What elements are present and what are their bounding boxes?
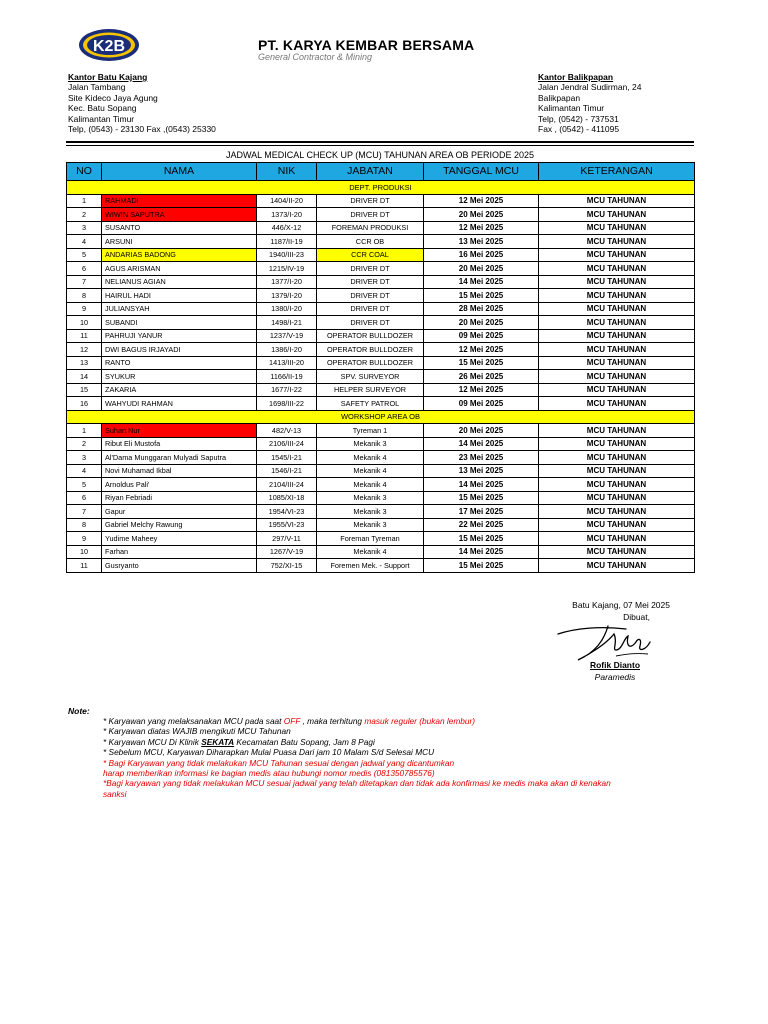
cell-tanggal-mcu: 28 Mei 2025 <box>424 302 539 316</box>
table-row <box>67 235 695 249</box>
cell-nama: Novi Muhamad Ikbal <box>102 464 257 478</box>
table-row <box>67 248 695 262</box>
header-divider <box>66 141 694 143</box>
cell-keterangan: MCU TAHUNAN <box>539 248 695 262</box>
cell-keterangan: MCU TAHUNAN <box>539 329 695 343</box>
cell-no: 8 <box>67 518 102 532</box>
cell-nik: 1677/I-22 <box>257 383 317 397</box>
cell-tanggal-mcu: 22 Mei 2025 <box>424 518 539 532</box>
cell-nama: HAIRUL HADI <box>102 289 257 303</box>
notes-title: Note: <box>68 706 90 716</box>
company-name: PT. KARYA KEMBAR BERSAMA <box>258 37 475 53</box>
table-body <box>67 181 695 573</box>
cell-jabatan: Tyreman 1 <box>317 424 424 438</box>
cell-jabatan: DRIVER DT <box>317 289 424 303</box>
cell-no: 9 <box>67 302 102 316</box>
note-item: harap memberikan informasi ke bagian medis atau hubungi nomor medis (081350785576) <box>103 768 435 779</box>
office-right <box>538 72 641 134</box>
cell-jabatan: DRIVER DT <box>317 208 424 222</box>
cell-jabatan: SAFETY PATROL <box>317 397 424 411</box>
cell-keterangan: MCU TAHUNAN <box>539 208 695 222</box>
note-item: * Sebelum MCU, Karyawan Diharapkan Mulai Puasa Dari jam 10 Malam S/d Selesai MCU <box>103 747 435 758</box>
cell-nama: Arnoldus Pali' <box>102 478 257 492</box>
table-row <box>67 437 695 451</box>
cell-jabatan: Mekanik 4 <box>317 451 424 465</box>
cell-nik: 1267/V-19 <box>257 545 317 559</box>
cell-nama: Gabriel Melchy Rawung <box>102 518 257 532</box>
note-item: sanksi <box>103 788 127 799</box>
cell-no: 15 <box>67 383 102 397</box>
cell-no: 3 <box>67 221 102 235</box>
col-header-no: NO <box>67 163 102 181</box>
cell-tanggal-mcu: 20 Mei 2025 <box>424 316 539 330</box>
cell-nama: SUBANDI <box>102 316 257 330</box>
note-text: * Karyawan yang melaksanakan MCU pada saat <box>103 716 284 726</box>
cell-jabatan: CCR OB <box>317 235 424 249</box>
cell-keterangan: MCU TAHUNAN <box>539 370 695 384</box>
table-row <box>67 532 695 546</box>
table-row <box>67 424 695 438</box>
cell-tanggal-mcu: 20 Mei 2025 <box>424 262 539 276</box>
cell-tanggal-mcu: 12 Mei 2025 <box>424 383 539 397</box>
cell-jabatan: DRIVER DT <box>317 302 424 316</box>
cell-tanggal-mcu: 13 Mei 2025 <box>424 464 539 478</box>
company-logo <box>78 28 140 62</box>
table-row <box>67 275 695 289</box>
cell-tanggal-mcu: 13 Mei 2025 <box>424 235 539 249</box>
cell-keterangan: MCU TAHUNAN <box>539 289 695 303</box>
cell-tanggal-mcu: 14 Mei 2025 <box>424 437 539 451</box>
cell-tanggal-mcu: 15 Mei 2025 <box>424 289 539 303</box>
cell-no: 1 <box>67 424 102 438</box>
cell-nama: JULIANSYAH <box>102 302 257 316</box>
cell-no: 11 <box>67 559 102 573</box>
col-header-keterangan: KETERANGAN <box>539 163 695 181</box>
cell-keterangan: MCU TAHUNAN <box>539 491 695 505</box>
cell-keterangan: MCU TAHUNAN <box>539 235 695 249</box>
cell-keterangan: MCU TAHUNAN <box>539 545 695 559</box>
cell-nama: NELIANUS AGIAN <box>102 275 257 289</box>
cell-tanggal-mcu: 20 Mei 2025 <box>424 424 539 438</box>
cell-keterangan: MCU TAHUNAN <box>539 451 695 465</box>
col-header-nik: NIK <box>257 163 317 181</box>
logo-text: K2B <box>92 38 126 55</box>
table-row <box>67 370 695 384</box>
cell-nik: 1413/III-20 <box>257 356 317 370</box>
table-row <box>67 464 695 478</box>
office-right-line: Fax , (0542) - 411095 <box>538 124 620 135</box>
cell-nik: 1498/I-21 <box>257 316 317 330</box>
cell-jabatan: Mekanik 3 <box>317 491 424 505</box>
office-left <box>68 72 216 134</box>
cell-tanggal-mcu: 15 Mei 2025 <box>424 356 539 370</box>
table-row <box>67 478 695 492</box>
office-right-line: Jalan Jendral Sudirman, 24 <box>538 82 642 93</box>
office-left-line: Telp, (0543) - 23130 Fax ,(0543) 25330 <box>68 124 216 135</box>
cell-nik: 1698/III-22 <box>257 397 317 411</box>
office-left-line: Site Kideco Jaya Agung <box>68 92 158 103</box>
table-row <box>67 343 695 357</box>
cell-nama: Suhan Nur <box>102 424 257 438</box>
cell-jabatan: Mekanik 3 <box>317 437 424 451</box>
cell-nik: 1545/I-21 <box>257 451 317 465</box>
cell-nama: Farhan <box>102 545 257 559</box>
cell-keterangan: MCU TAHUNAN <box>539 262 695 276</box>
cell-nik: 1546/I-21 <box>257 464 317 478</box>
cell-tanggal-mcu: 20 Mei 2025 <box>424 208 539 222</box>
cell-keterangan: MCU TAHUNAN <box>539 505 695 519</box>
table-row <box>67 518 695 532</box>
cell-keterangan: MCU TAHUNAN <box>539 302 695 316</box>
cell-jabatan: Mekanik 4 <box>317 545 424 559</box>
note-item: * Bagi Karyawan yang tidak melakukan MCU Tahunan sesuai dengan jadwal yang dicantumkan <box>103 757 455 768</box>
col-header-nama: NAMA <box>102 163 257 181</box>
cell-no: 4 <box>67 464 102 478</box>
cell-nama: ZAKARIA <box>102 383 257 397</box>
note-off-text: OFF <box>283 716 301 726</box>
cell-nik: 2104/III-24 <box>257 478 317 492</box>
office-left-title: Kantor Batu Kajang <box>68 72 148 82</box>
table-row <box>67 559 695 573</box>
cell-nik: 1379/I-20 <box>257 289 317 303</box>
cell-keterangan: MCU TAHUNAN <box>539 518 695 532</box>
cell-nama: Gusryanto <box>102 559 257 573</box>
signer-name: Rofik Dianto <box>589 660 641 670</box>
cell-nik: 1380/I-20 <box>257 302 317 316</box>
office-right-line: Telp, (0542) - 737531 <box>538 113 619 124</box>
cell-no: 6 <box>67 262 102 276</box>
signer-role: Paramedis <box>594 672 636 682</box>
cell-no: 11 <box>67 329 102 343</box>
cell-jabatan: Mekanik 4 <box>317 478 424 492</box>
section-header-row <box>67 181 695 195</box>
table-header-row <box>67 163 695 181</box>
cell-nama: Gapur <box>102 505 257 519</box>
section-header-row <box>67 410 695 424</box>
cell-nama: WIWIN SAPUTRA <box>102 208 257 222</box>
table-row <box>67 383 695 397</box>
table-row <box>67 545 695 559</box>
office-right-line: Kalimantan Timur <box>538 103 605 114</box>
note-item <box>103 737 683 747</box>
cell-nama: SYUKUR <box>102 370 257 384</box>
cell-no: 10 <box>67 545 102 559</box>
cell-keterangan: MCU TAHUNAN <box>539 383 695 397</box>
office-left-line: Jalan Tambang <box>68 82 126 93</box>
cell-keterangan: MCU TAHUNAN <box>539 532 695 546</box>
cell-jabatan: DRIVER DT <box>317 316 424 330</box>
cell-tanggal-mcu: 26 Mei 2025 <box>424 370 539 384</box>
cell-tanggal-mcu: 15 Mei 2025 <box>424 532 539 546</box>
cell-no: 6 <box>67 491 102 505</box>
signature-made-by: Dibuat, <box>623 612 650 622</box>
cell-no: 8 <box>67 289 102 303</box>
notes-list <box>103 716 683 799</box>
handwritten-signature <box>556 620 656 664</box>
cell-nik: 1085/XI-18 <box>257 491 317 505</box>
office-left-line: Kalimantan Timur <box>68 113 135 124</box>
cell-nama: RANTO <box>102 356 257 370</box>
cell-nik: 1954/VI-23 <box>257 505 317 519</box>
cell-keterangan: MCU TAHUNAN <box>539 221 695 235</box>
cell-keterangan: MCU TAHUNAN <box>539 275 695 289</box>
cell-keterangan: MCU TAHUNAN <box>539 559 695 573</box>
cell-nik: 752/XI-15 <box>257 559 317 573</box>
cell-nik: 482/V-13 <box>257 424 317 438</box>
cell-no: 2 <box>67 208 102 222</box>
cell-keterangan: MCU TAHUNAN <box>539 316 695 330</box>
cell-nama: RAHMADI <box>102 194 257 208</box>
cell-nik: 446/X-12 <box>257 221 317 235</box>
cell-nama: Yudime Maheey <box>102 532 257 546</box>
cell-tanggal-mcu: 15 Mei 2025 <box>424 491 539 505</box>
cell-no: 14 <box>67 370 102 384</box>
cell-tanggal-mcu: 12 Mei 2025 <box>424 194 539 208</box>
cell-nik: 1377/I-20 <box>257 275 317 289</box>
section-title: WORKSHOP AREA OB <box>67 410 695 424</box>
cell-nama: WAHYUDI RAHMAN <box>102 397 257 411</box>
table-row <box>67 194 695 208</box>
cell-nik: 1187/II-19 <box>257 235 317 249</box>
note-text: , maka terhitung <box>300 716 365 726</box>
cell-nama: DWI BAGUS IRJAYADI <box>102 343 257 357</box>
cell-nik: 1940/III-23 <box>257 248 317 262</box>
cell-no: 13 <box>67 356 102 370</box>
cell-jabatan: HELPER SURVEYOR <box>317 383 424 397</box>
cell-no: 1 <box>67 194 102 208</box>
cell-no: 12 <box>67 343 102 357</box>
cell-keterangan: MCU TAHUNAN <box>539 478 695 492</box>
cell-jabatan: OPERATOR BULLDOZER <box>317 356 424 370</box>
cell-jabatan: DRIVER DT <box>317 194 424 208</box>
mcu-schedule-table <box>66 162 695 573</box>
cell-tanggal-mcu: 12 Mei 2025 <box>424 343 539 357</box>
cell-no: 16 <box>67 397 102 411</box>
cell-jabatan: DRIVER DT <box>317 262 424 276</box>
cell-tanggal-mcu: 16 Mei 2025 <box>424 248 539 262</box>
cell-nik: 1386/I-20 <box>257 343 317 357</box>
cell-nama: Al'Dama Munggaran Mulyadi Saputra <box>102 451 257 465</box>
cell-jabatan: OPERATOR BULLDOZER <box>317 329 424 343</box>
cell-no: 4 <box>67 235 102 249</box>
document-title: JADWAL MEDICAL CHECK UP (MCU) TAHUNAN AREA OB PERIODE 2025 <box>225 150 535 160</box>
table-row <box>67 289 695 303</box>
cell-tanggal-mcu: 09 Mei 2025 <box>424 329 539 343</box>
cell-tanggal-mcu: 23 Mei 2025 <box>424 451 539 465</box>
cell-jabatan: Foremen Mek. - Support <box>317 559 424 573</box>
table-row <box>67 356 695 370</box>
table-row <box>67 491 695 505</box>
cell-no: 5 <box>67 248 102 262</box>
cell-no: 3 <box>67 451 102 465</box>
cell-nik: 1955/VI-23 <box>257 518 317 532</box>
cell-keterangan: MCU TAHUNAN <box>539 397 695 411</box>
note-item <box>103 716 683 726</box>
table-row <box>67 262 695 276</box>
cell-nik: 1373/I-20 <box>257 208 317 222</box>
note-regular-text: masuk reguler (bukan lembur) <box>364 716 476 726</box>
cell-jabatan: SPV. SURVEYOR <box>317 370 424 384</box>
cell-nik: 1215/IV-19 <box>257 262 317 276</box>
cell-no: 5 <box>67 478 102 492</box>
cell-jabatan: Mekanik 3 <box>317 505 424 519</box>
cell-nik: 297/V-11 <box>257 532 317 546</box>
cell-keterangan: MCU TAHUNAN <box>539 194 695 208</box>
cell-nama: ANDARIAS BADONG <box>102 248 257 262</box>
cell-no: 7 <box>67 275 102 289</box>
cell-keterangan: MCU TAHUNAN <box>539 343 695 357</box>
cell-jabatan: FOREMAN PRODUKSI <box>317 221 424 235</box>
note-item: * Karyawan diatas WAJIB mengikuti MCU Tahunan <box>103 726 291 737</box>
cell-jabatan: Mekanik 3 <box>317 518 424 532</box>
table-row <box>67 221 695 235</box>
cell-jabatan: Mekanik 4 <box>317 464 424 478</box>
cell-nama: AGUS ARISMAN <box>102 262 257 276</box>
table-row <box>67 505 695 519</box>
cell-tanggal-mcu: 17 Mei 2025 <box>424 505 539 519</box>
cell-no: 7 <box>67 505 102 519</box>
cell-tanggal-mcu: 14 Mei 2025 <box>424 275 539 289</box>
cell-nama: Riyan Febriadi <box>102 491 257 505</box>
cell-tanggal-mcu: 09 Mei 2025 <box>424 397 539 411</box>
cell-no: 10 <box>67 316 102 330</box>
cell-nik: 2106/III-24 <box>257 437 317 451</box>
cell-nama: Ribut Eli Mustofa <box>102 437 257 451</box>
table-row <box>67 302 695 316</box>
signature-place-date: Batu Kajang, 07 Mei 2025 <box>572 600 670 610</box>
cell-tanggal-mcu: 14 Mei 2025 <box>424 545 539 559</box>
table-row <box>67 329 695 343</box>
cell-nama: PAHRUJI YANUR <box>102 329 257 343</box>
col-header-jabatan: JABATAN <box>317 163 424 181</box>
note-text: Kecamatan Batu Sopang, Jam 8 Pagi <box>234 736 375 747</box>
cell-no: 9 <box>67 532 102 546</box>
table-row <box>67 397 695 411</box>
cell-jabatan: Foreman Tyreman <box>317 532 424 546</box>
header-divider-thin <box>66 145 694 146</box>
company-tagline: General Contractor & Mining <box>258 52 373 62</box>
cell-jabatan: CCR COAL <box>317 248 424 262</box>
col-header-tanggal: TANGGAL MCU <box>424 163 539 181</box>
table-row <box>67 316 695 330</box>
cell-tanggal-mcu: 15 Mei 2025 <box>424 559 539 573</box>
cell-nama: ARSUNI <box>102 235 257 249</box>
cell-tanggal-mcu: 12 Mei 2025 <box>424 221 539 235</box>
cell-nik: 1166/II-19 <box>257 370 317 384</box>
note-item: *Bagi karyawan yang tidak melakukan MCU sesuai jadwal yang telah ditetapkan dan tidak ada konfirmasi ke medis maka akan di kenakan <box>103 778 611 789</box>
office-right-line: Balikpapan <box>538 92 581 103</box>
cell-jabatan: OPERATOR BULLDOZER <box>317 343 424 357</box>
cell-jabatan: DRIVER DT <box>317 275 424 289</box>
office-right-title: Kantor Balikpapan <box>538 72 614 82</box>
table-row <box>67 208 695 222</box>
note-clinic-name: SEKATA <box>201 736 235 747</box>
cell-nik: 1404/II-20 <box>257 194 317 208</box>
cell-nama: SUSANTO <box>102 221 257 235</box>
table-row <box>67 451 695 465</box>
cell-nik: 1237/V-19 <box>257 329 317 343</box>
cell-keterangan: MCU TAHUNAN <box>539 424 695 438</box>
note-text: * Karyawan MCU Di Klinik <box>103 736 202 747</box>
cell-no: 2 <box>67 437 102 451</box>
cell-keterangan: MCU TAHUNAN <box>539 437 695 451</box>
section-title: DEPT. PRODUKSI <box>67 181 695 195</box>
cell-keterangan: MCU TAHUNAN <box>539 464 695 478</box>
cell-keterangan: MCU TAHUNAN <box>539 356 695 370</box>
office-left-line: Kec. Batu Sopang <box>68 103 137 114</box>
cell-tanggal-mcu: 14 Mei 2025 <box>424 478 539 492</box>
